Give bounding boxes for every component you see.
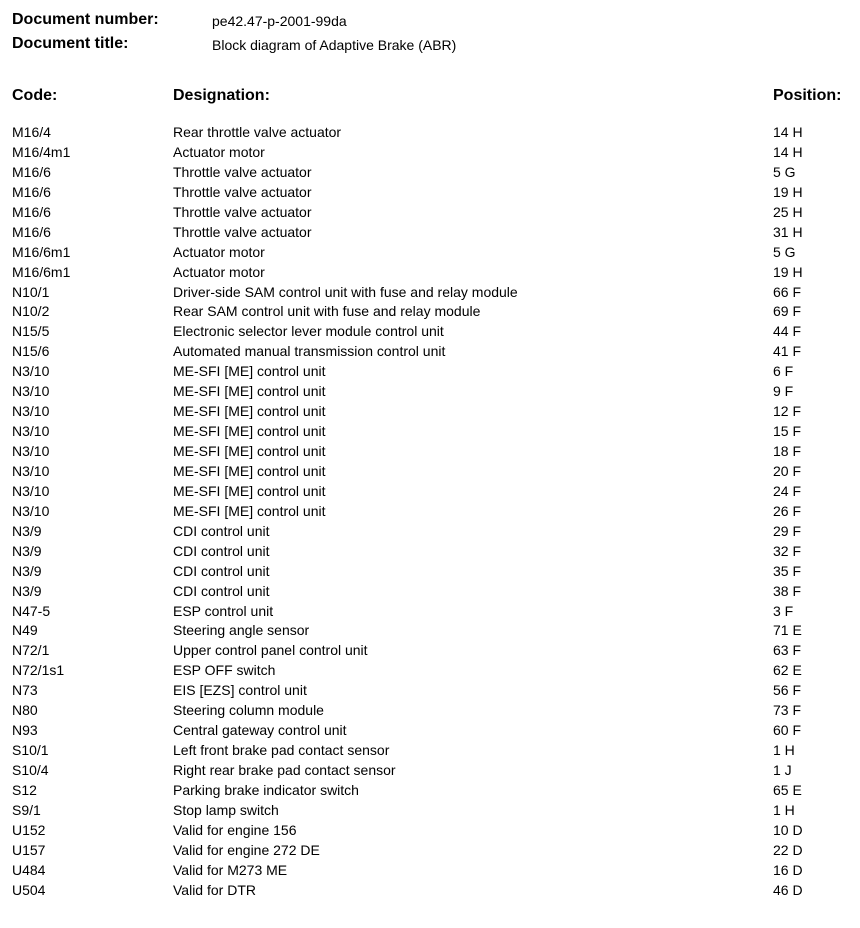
table-row xyxy=(0,602,860,622)
row-designation: ME-SFI [ME] control unit xyxy=(173,383,326,400)
row-code: S10/4 xyxy=(12,762,49,778)
row-designation: ME-SFI [ME] control unit xyxy=(173,482,326,499)
row-designation: ME-SFI [ME] control unit xyxy=(173,502,326,519)
row-designation: ME-SFI [ME] control unit xyxy=(173,363,326,380)
row-position: 69 F xyxy=(773,303,802,320)
table-row xyxy=(0,183,860,203)
row-code: U152 xyxy=(12,821,46,838)
row-position: 31 H xyxy=(773,223,803,240)
row-designation: Central gateway control unit xyxy=(173,722,347,739)
row-code: M16/6 xyxy=(12,223,51,240)
row-code: N3/10 xyxy=(12,423,50,440)
row-designation: Upper control panel control unit xyxy=(173,642,368,659)
row-position: 9 F xyxy=(773,383,794,400)
table-row xyxy=(0,781,860,801)
column-header-designation: Designation: xyxy=(173,87,270,104)
table-row xyxy=(0,502,860,522)
row-code: M16/6 xyxy=(12,203,51,220)
row-code: N72/1 xyxy=(12,642,50,659)
row-designation: CDI control unit xyxy=(173,542,270,559)
row-designation: Rear SAM control unit with fuse and relay module xyxy=(173,303,481,320)
table-row xyxy=(0,801,860,821)
row-position: 44 F xyxy=(773,323,802,340)
row-code: N3/9 xyxy=(12,542,42,559)
row-designation: ME-SFI [ME] control unit xyxy=(173,443,326,459)
row-position: 15 F xyxy=(773,423,802,440)
table-row xyxy=(0,442,860,462)
table-row xyxy=(0,243,860,263)
row-position: 35 F xyxy=(773,562,802,579)
row-code: N3/10 xyxy=(12,462,50,479)
table-row xyxy=(0,562,860,582)
row-position: 29 F xyxy=(773,522,802,539)
table-row xyxy=(0,681,860,701)
row-position: 60 F xyxy=(773,722,802,739)
row-code: N15/5 xyxy=(12,323,50,340)
row-code: U484 xyxy=(12,861,46,878)
row-position: 56 F xyxy=(773,682,802,699)
row-position: 41 F xyxy=(773,343,802,360)
row-designation: Rear throttle valve actuator xyxy=(173,124,342,140)
table-row xyxy=(0,382,860,402)
row-designation: Steering column module xyxy=(173,702,324,719)
row-code: U504 xyxy=(12,881,46,898)
table-row xyxy=(0,701,860,721)
row-designation: CDI control unit xyxy=(173,562,270,579)
document-number-label: Document number: xyxy=(12,11,159,28)
row-position: 66 F xyxy=(773,283,802,300)
row-position: 18 F xyxy=(773,443,802,459)
table-row xyxy=(0,741,860,761)
row-designation: Throttle valve actuator xyxy=(173,163,312,180)
row-designation: Left front brake pad contact sensor xyxy=(173,742,390,759)
row-code: N3/9 xyxy=(12,562,42,579)
row-code: N93 xyxy=(12,722,38,739)
row-position: 1 H xyxy=(773,801,795,818)
row-designation: Driver-side SAM control unit with fuse and relay module xyxy=(173,283,518,300)
row-position: 16 D xyxy=(773,861,803,878)
row-position: 14 H xyxy=(773,124,803,140)
row-designation: Right rear brake pad contact sensor xyxy=(173,762,396,778)
row-code: N3/10 xyxy=(12,363,50,380)
table-row xyxy=(0,223,860,243)
row-designation: CDI control unit xyxy=(173,582,270,599)
row-designation: ME-SFI [ME] control unit xyxy=(173,403,326,420)
row-designation: Actuator motor xyxy=(173,263,265,280)
row-code: N3/9 xyxy=(12,582,42,599)
row-code: N73 xyxy=(12,682,38,699)
row-code: N10/1 xyxy=(12,283,50,300)
row-position: 6 F xyxy=(773,363,794,380)
row-designation: ESP control unit xyxy=(173,602,274,619)
table-row xyxy=(0,542,860,562)
row-code: M16/6 xyxy=(12,183,51,200)
table-row xyxy=(0,641,860,661)
row-designation: Valid for engine 272 DE xyxy=(173,841,320,858)
table-row xyxy=(0,661,860,681)
row-position: 63 F xyxy=(773,642,802,659)
row-designation: Parking brake indicator switch xyxy=(173,781,359,798)
row-code: N3/10 xyxy=(12,482,50,499)
table-row xyxy=(0,881,860,901)
row-code: S10/1 xyxy=(12,742,49,759)
table-row xyxy=(0,203,860,223)
row-position: 65 E xyxy=(773,781,802,798)
row-code: N3/9 xyxy=(12,522,42,539)
row-position: 73 F xyxy=(773,702,802,719)
row-position: 22 D xyxy=(773,841,803,858)
table-row xyxy=(0,582,860,602)
row-designation: EIS [EZS] control unit xyxy=(173,682,307,699)
table-row xyxy=(0,422,860,442)
row-designation: Throttle valve actuator xyxy=(173,183,312,200)
table-row xyxy=(0,821,860,841)
row-position: 26 F xyxy=(773,502,802,519)
table-row xyxy=(0,143,860,163)
table-row xyxy=(0,621,860,641)
column-header-position: Position: xyxy=(773,87,842,104)
row-position: 1 H xyxy=(773,742,795,759)
row-code: M16/6m1 xyxy=(12,243,71,260)
table-row xyxy=(0,302,860,322)
row-code: N49 xyxy=(12,622,38,639)
row-designation: Valid for DTR xyxy=(173,881,256,898)
row-position: 19 H xyxy=(773,183,803,200)
row-code: S12 xyxy=(12,781,37,798)
row-designation: ME-SFI [ME] control unit xyxy=(173,423,326,440)
table-row xyxy=(0,721,860,741)
table-row xyxy=(0,841,860,861)
row-code: M16/6m1 xyxy=(12,263,71,280)
row-code: N10/2 xyxy=(12,303,50,320)
row-position: 62 E xyxy=(773,662,802,679)
row-code: N3/10 xyxy=(12,502,50,519)
row-code: M16/4 xyxy=(12,124,51,140)
row-position: 71 E xyxy=(773,622,802,639)
row-position: 19 H xyxy=(773,263,803,280)
row-code: N3/10 xyxy=(12,403,50,420)
table-row xyxy=(0,761,860,781)
row-designation: CDI control unit xyxy=(173,522,270,539)
row-position: 14 H xyxy=(773,143,803,160)
row-designation: Valid for engine 156 xyxy=(173,821,297,838)
row-designation: Electronic selector lever module control unit xyxy=(173,323,444,340)
row-code: U157 xyxy=(12,841,46,858)
table-row xyxy=(0,462,860,482)
row-code: S9/1 xyxy=(12,801,41,818)
table-row xyxy=(0,283,860,303)
table-row xyxy=(0,263,860,283)
row-designation: Throttle valve actuator xyxy=(173,223,312,240)
row-position: 46 D xyxy=(773,881,803,898)
row-designation: Valid for M273 ME xyxy=(173,861,288,878)
table-row xyxy=(0,362,860,382)
row-code: N3/10 xyxy=(12,383,50,400)
table-row xyxy=(0,522,860,542)
row-designation: Actuator motor xyxy=(173,143,265,160)
table-row xyxy=(0,322,860,342)
row-designation: Automated manual transmission control unit xyxy=(173,343,446,360)
row-designation: ESP OFF switch xyxy=(173,662,276,679)
row-position: 24 F xyxy=(773,482,802,499)
row-designation: Stop lamp switch xyxy=(173,801,279,818)
document-number-value: pe42.47-p-2001-99da xyxy=(212,13,347,29)
row-position: 5 G xyxy=(773,163,796,180)
table-row xyxy=(0,342,860,362)
table-row xyxy=(0,402,860,422)
row-position: 3 F xyxy=(773,602,794,619)
row-code: N72/1s1 xyxy=(12,662,65,679)
row-position: 10 D xyxy=(773,821,803,838)
row-code: N80 xyxy=(12,702,38,719)
component-table xyxy=(0,123,860,901)
row-code: N47-5 xyxy=(12,602,51,619)
row-position: 20 F xyxy=(773,462,802,479)
row-designation: Actuator motor xyxy=(173,243,265,260)
document-title-label: Document title: xyxy=(12,35,129,52)
row-designation: ME-SFI [ME] control unit xyxy=(173,462,326,479)
row-designation: Throttle valve actuator xyxy=(173,203,312,220)
column-header-code: Code: xyxy=(12,87,58,104)
table-row xyxy=(0,123,860,143)
row-position: 32 F xyxy=(773,542,802,559)
row-code: N3/10 xyxy=(12,443,50,459)
document-title-value: Block diagram of Adaptive Brake (ABR) xyxy=(212,37,457,53)
row-position: 1 J xyxy=(773,762,792,778)
row-position: 5 G xyxy=(773,243,796,260)
row-code: N15/6 xyxy=(12,343,50,360)
row-position: 38 F xyxy=(773,582,802,599)
row-code: M16/6 xyxy=(12,163,51,180)
table-row xyxy=(0,482,860,502)
table-row xyxy=(0,861,860,881)
row-position: 25 H xyxy=(773,203,803,220)
row-code: M16/4m1 xyxy=(12,143,71,160)
table-row xyxy=(0,163,860,183)
row-position: 12 F xyxy=(773,403,802,420)
row-designation: Steering angle sensor xyxy=(173,622,310,639)
